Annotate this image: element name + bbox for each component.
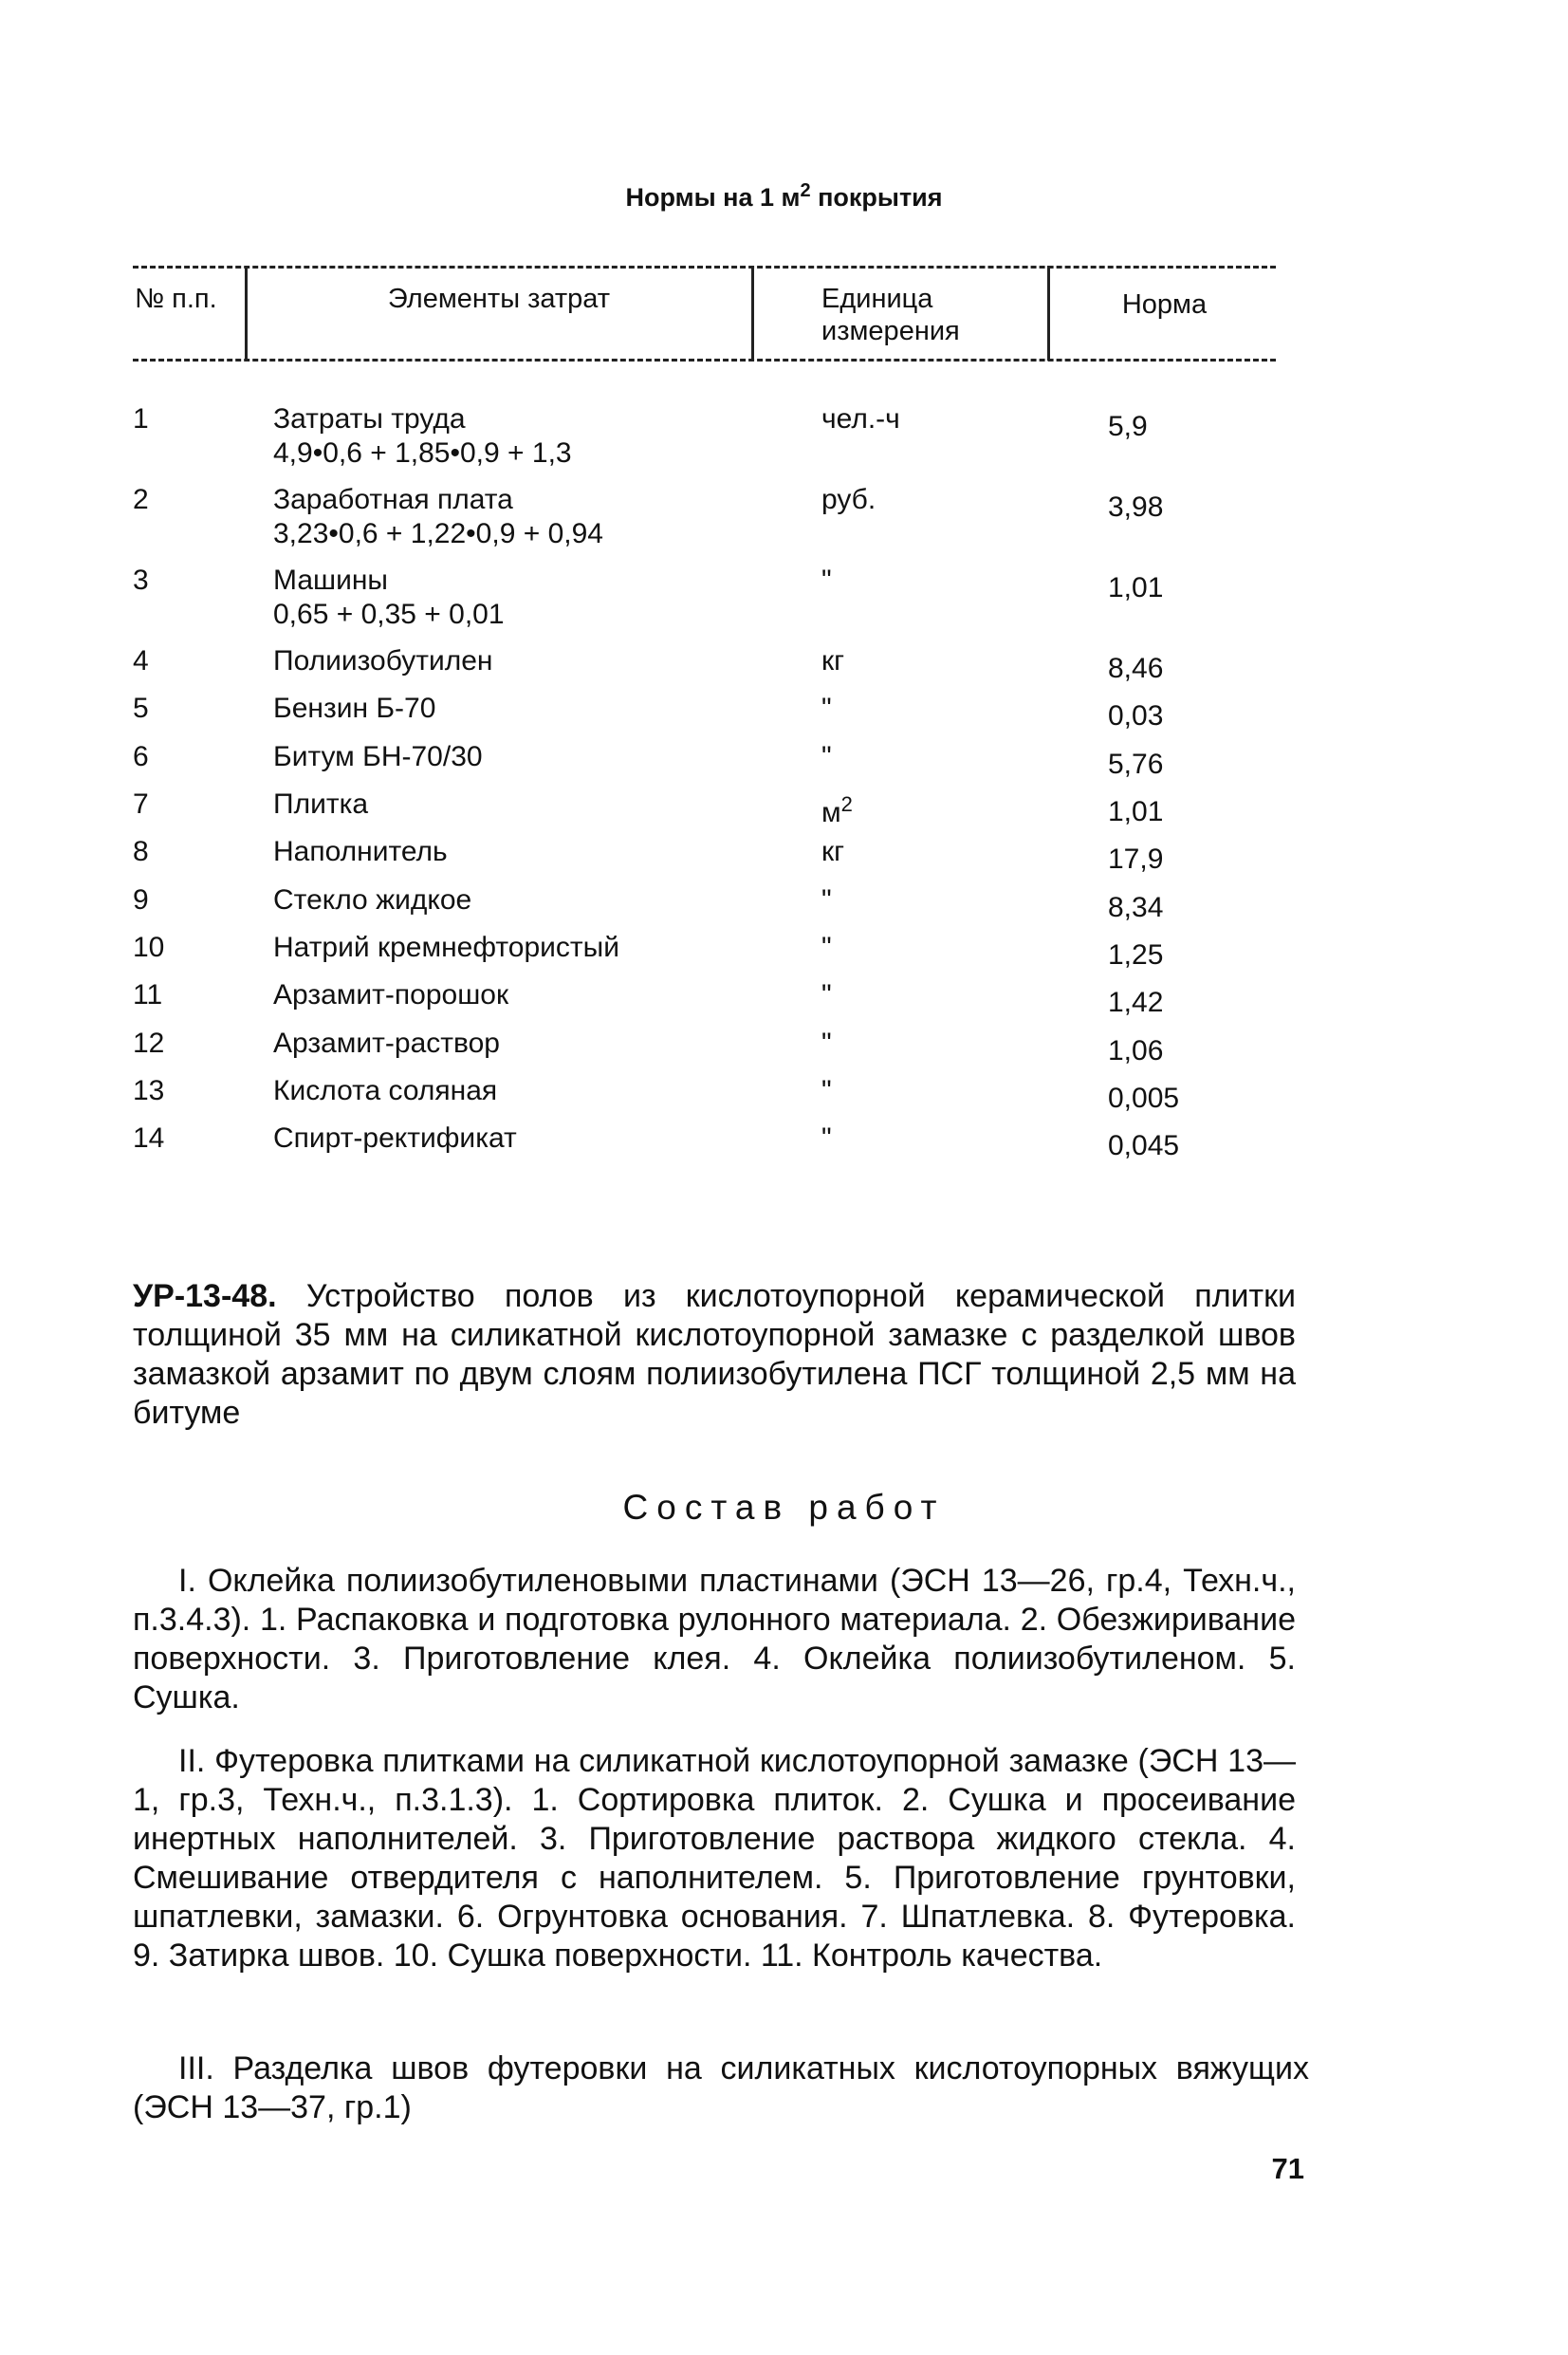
row-unit-base: м: [821, 797, 841, 828]
row-name: Арзамит-раствор: [273, 1028, 500, 1059]
row-name: Полиизобутилен: [273, 645, 493, 677]
row-name: Спирт-ректификат: [273, 1122, 517, 1154]
row-unit: руб.: [821, 484, 876, 515]
row-unit-sup: 2: [840, 792, 853, 816]
table-column-divider: [751, 266, 754, 361]
row-value: 1,01: [1108, 796, 1164, 827]
row-unit: кг: [821, 836, 845, 867]
row-unit: ": [821, 693, 832, 724]
header-unit-line1: Единица: [821, 284, 933, 314]
row-formula: 3,23•0,6 + 1,22•0,9 + 0,94: [273, 518, 603, 549]
work-roman: III.: [178, 2050, 214, 2086]
table-column-divider: [1047, 266, 1050, 361]
row-num: 9: [133, 884, 149, 916]
work-text: Разделка швов футеровки на силикатных кислотоупорных вяжущих (ЭСН 13—37, гр.1): [133, 2050, 1309, 2125]
work-roman: II.: [178, 1743, 206, 1779]
row-value: 0,045: [1108, 1130, 1180, 1161]
row-num: 13: [133, 1075, 165, 1106]
section-title-text: Устройство полов из кислотоупорной керамической плитки толщиной 35 мм на силикатной кислотоупорной замазке с разделкой швов замазкой арзамит по двум слоям полиизобутилена ПСГ толщиной 2,5 мм на битуме: [133, 1278, 1296, 1431]
row-unit: ": [821, 1075, 832, 1106]
row-name: Наполнитель: [273, 836, 448, 867]
table-caption: Нормы на 1 $м^2$ покрытия: [625, 180, 943, 212]
row-unit: [821, 788, 853, 830]
row-value: 0,03: [1108, 700, 1164, 732]
row-name: Арзамит-порошок: [273, 979, 509, 1011]
header-unit-line2: измерения: [821, 316, 960, 346]
table-column-divider: [245, 266, 248, 361]
header-num: № п.п.: [135, 284, 217, 314]
row-name: Заработная плата: [273, 484, 513, 515]
row-num: 5: [133, 693, 149, 724]
header-element: Элементы затрат: [387, 284, 611, 314]
work-text: Оклейка полиизобутиленовыми пластинами (ЭСН 13—26, гр.4, Техн.ч., п.3.4.3). 1. Распаковка и подготовка рулонного материала. 2. Обезжиривание поверхности. 3. Приготовление клея. 4. Оклейка полиизобутиленом. 5. Сушка.: [133, 1563, 1296, 1715]
work-paragraph: [133, 1562, 1296, 1717]
page-number: 71: [1271, 2152, 1304, 2185]
row-num: 3: [133, 565, 149, 596]
row-unit: ": [821, 884, 832, 916]
row-num: 1: [133, 403, 149, 435]
row-unit: ": [821, 565, 832, 596]
row-name: Стекло жидкое: [273, 884, 472, 916]
row-unit: ": [821, 979, 832, 1011]
row-num: 10: [133, 932, 165, 963]
work-text: Футеровка плитками на силикатной кислотоупорной замазке (ЭСН 13—1, гр.3, Техн.ч., п.3.1.3). 1. Сортировка плиток. 2. Сушка и просеивание инертных наполнителей. 3. Приготовление раствора жидкого стекла. 4. Смешивание отвердителя с наполнителем. 5. Приготовление грунтовки, шпатлевки, замазки. 6. Огрунтовка основания. 7. Шпатлевка. 8. Футеровка. 9. Затирка швов. 10. Сушка поверхности. 11. Контроль качества.: [133, 1743, 1296, 1974]
row-num: 12: [133, 1028, 165, 1059]
work-roman: I.: [178, 1563, 196, 1599]
row-value: 1,01: [1108, 572, 1164, 603]
row-value: 1,42: [1108, 987, 1164, 1018]
row-name: Битум БН-70/30: [273, 741, 483, 772]
row-name: Натрий кремнефтористый: [273, 932, 619, 963]
row-value: 1,06: [1108, 1035, 1164, 1066]
row-num: 11: [133, 979, 163, 1011]
row-value: 1,25: [1108, 939, 1164, 971]
row-unit: чел.-ч: [821, 403, 900, 435]
row-formula: 4,9•0,6 + 1,85•0,9 + 1,3: [273, 437, 572, 469]
row-num: 2: [133, 484, 149, 515]
row-formula: 0,65 + 0,35 + 0,01: [273, 599, 505, 630]
row-unit: ": [821, 932, 832, 963]
row-unit: кг: [821, 645, 845, 677]
row-value: 17,9: [1108, 844, 1164, 875]
section-code: УР-13-48.: [133, 1278, 277, 1314]
works-heading: Состав работ: [622, 1488, 946, 1527]
row-name: Бензин Б-70: [273, 693, 436, 724]
table-header-rule: [133, 359, 1276, 362]
row-value: 3,98: [1108, 491, 1164, 523]
row-unit: ": [821, 741, 832, 772]
work-paragraph: [133, 1742, 1296, 1975]
table-top-rule: [133, 266, 1276, 269]
row-num: 7: [133, 788, 149, 820]
row-name: Машины: [273, 565, 388, 596]
row-value: 8,46: [1108, 653, 1164, 684]
section-title: [133, 1277, 1296, 1433]
row-num: 4: [133, 645, 149, 677]
row-value: 8,34: [1108, 892, 1164, 923]
row-num: 6: [133, 741, 149, 772]
row-name: Кислота соляная: [273, 1075, 498, 1106]
row-unit: ": [821, 1028, 832, 1059]
row-value: 5,76: [1108, 749, 1164, 780]
header-norm: Норма: [1121, 289, 1208, 320]
row-value: 0,005: [1108, 1083, 1180, 1114]
row-name: Затраты труда: [273, 403, 466, 435]
row-name: Плитка: [273, 788, 369, 820]
row-unit: ": [821, 1122, 832, 1154]
row-value: 5,9: [1108, 411, 1148, 442]
row-num: 8: [133, 836, 149, 867]
row-num: 14: [133, 1122, 165, 1154]
work-paragraph: [133, 2049, 1309, 2127]
